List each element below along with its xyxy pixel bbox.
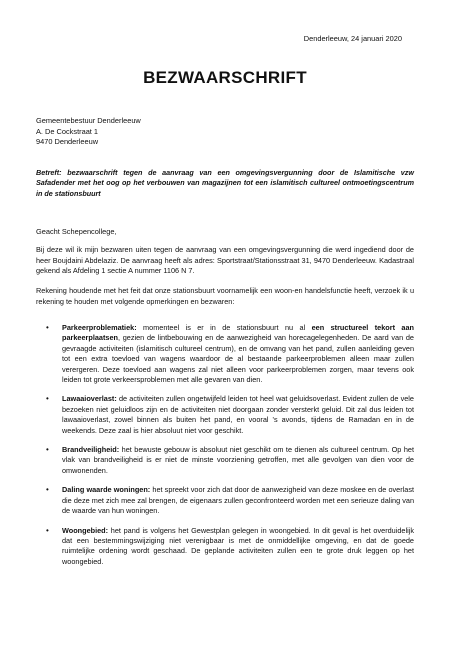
objection-item: [46, 485, 414, 516]
objection-title: Daling waarde woningen:: [62, 485, 151, 495]
objection-title: Woongebied:: [62, 525, 109, 535]
objection-emphasis: een structureel tekort aan parkeerplaatsen: [62, 323, 414, 343]
objection-text: momenteel is er in de stationsbuurt nu al: [136, 323, 312, 332]
objection-item: [46, 323, 414, 385]
objection-text: , gezien de lintbebouwing en de aanwezigheid van horecagelegenheden. De aard van de gevraagde activiteiten (islamitisch cultureel centrum), en de omvang van het pand, zullen aanleiding geven tot een extra toevloed van wagens waardoor de al bestaande parkeerproblemen alleen maar zullen verergeren. Deze toevloed aan wagens zal niet alleen voor parkeerproblemen zorgen, maar tevens ook leiden tot grote verkeersproblemen met alle gevaren van dien.: [62, 333, 414, 385]
subject-line: Betreft: bezwaarschrift tegen de aanvraag van een omgevingsvergunning door de Islamitische vzw Safadender met het oog op het verbouwen van magazijnen tot een islamitisch cultureel ontmoetingscentrum in de stationsbuurt: [36, 168, 414, 198]
objection-title: Lawaaioverlast:: [62, 394, 117, 404]
objection-item: [46, 525, 414, 568]
greeting: Geacht Schepencollege,: [36, 227, 117, 236]
bullet-icon: •: [46, 485, 49, 495]
address-line: 9470 Denderleeuw: [36, 137, 99, 147]
intro-paragraph: Bij deze wil ik mijn bezwaren uiten tegen de aanvraag van een omgevingsvergunning die werd ingediend door de heer Boujdaini Abdelaziz. De aanvraag heeft als adres: Sportstraat/Stationsstraat 31, 9470 Denderleeuw. Kadastraal gekend als Afdeling 1 sectie A nummer 1106 N 7.: [36, 245, 414, 276]
bullet-icon: •: [46, 323, 49, 332]
document-title: BEZWAARSCHRIFT: [143, 68, 307, 87]
objection-text: het bewuste gebouw is absoluut niet geschikt om te dienen als cultureel centrum. Op het vlak van brandveiligheid is er niet de minste voorziening getroffen, met alle gevolgen van dien voor de omwonenden.: [62, 445, 414, 475]
objection-title: Parkeerproblematiek:: [62, 323, 137, 332]
address-line: A. De Cockstraat 1: [36, 126, 99, 136]
objections-list: [46, 323, 414, 576]
objection-title: Brandveiligheid:: [62, 445, 120, 455]
bullet-icon: •: [46, 394, 49, 404]
objection-text: het pand is volgens het Gewestplan gelegen in woongebied. In dit geval is het overduidelijk dat een bestemmingswijziging niet verenigbaar is met de onmiddellijke omgeving, en dat de goede ruimtelijke ordening wordt geschaad. De geplande activiteiten zullen een te grote druk leggen op het woongebied.: [62, 525, 414, 566]
objection-text: de activiteiten zullen ongetwijfeld leiden tot heel wat geluidsoverlast. Evident zullen de vele bezoeken niet geluidloos zijn en de activiteiten niet doorgaan zonder versterkt geluid. Dit zal dus leiden tot lawaaioverlast, zowel binnen als buiten het pand, en vooral 's avonds, tijdens de Ramadan en in de weekends. Deze zaal is hier absoluut niet voor geschikt.: [62, 394, 414, 435]
objection-text: het spreekt voor zich dat door de aanwezigheid van deze moskee en de overlast die deze met zich mee zal brengen, de eigenaars zullen geconfronteerd worden met een serieuze daling van de waarde van hun woningen.: [62, 485, 414, 516]
bullet-icon: •: [46, 445, 49, 455]
date-line: Denderleeuw, 24 januari 2020: [303, 34, 402, 43]
context-paragraph: Rekening houdende met het feit dat onze stationsbuurt voornamelijk een woon-en handelsfunctie heeft, verzoek ik u rekening te houden met volgende opmerkingen en bezwaren:: [36, 286, 414, 306]
recipient-address: [36, 116, 141, 148]
objection-item: [46, 445, 414, 476]
address-line: Gemeentebestuur Denderleeuw: [36, 116, 141, 125]
objection-item: [46, 394, 414, 436]
bullet-icon: •: [46, 525, 49, 535]
